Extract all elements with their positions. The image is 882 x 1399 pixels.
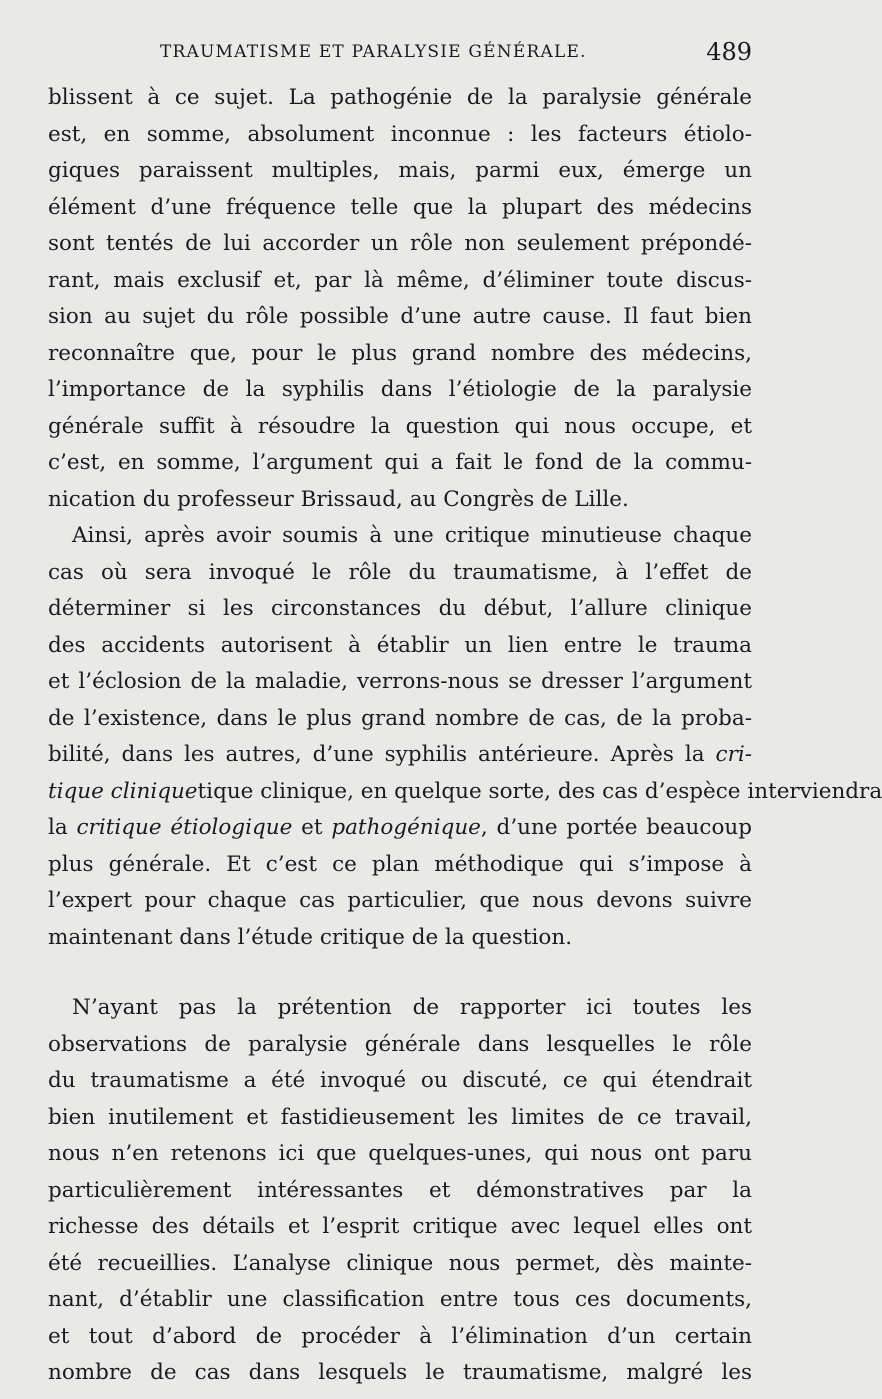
italic-fragment: pathogénique — [331, 815, 481, 840]
text-line: c’est, en somme, l’argument qui a fait le fond de la commu- — [48, 450, 752, 475]
body-text — [48, 80, 882, 1392]
text-line: l’importance de la syphilis dans l’étiologie de la paralysie — [48, 377, 752, 402]
text-line: maintenant dans l’étude critique de la question. — [48, 924, 573, 950]
paragraph-2 — [48, 518, 882, 956]
text-line: l’expert pour chaque cas particulier, que nous devons suivre — [48, 888, 752, 913]
text-fragment: bilité, dans les autres, d’une syphilis antérieure. Après la — [48, 742, 716, 767]
text-line: sont tentés de lui accorder un rôle non seulement prépondé- — [48, 231, 752, 256]
text-line: plus générale. Et c’est ce plan méthodique qui s’impose à — [48, 851, 752, 877]
text-line: sion au sujet du rôle possible d’une autre cause. Il faut bien — [48, 304, 752, 329]
text-line: Ainsi, après avoir soumis à une critique minutieuse chaque — [72, 523, 752, 548]
text-fragment: tique clinique, en quelque sorte, des cas d’espèce interviendra — [197, 778, 882, 804]
running-head — [48, 38, 752, 68]
text-fragment: et — [292, 815, 332, 840]
text-line: et tout d’abord de procéder à l’élimination d’un certain — [48, 1323, 752, 1349]
text-line: richesse des détails et l’esprit critique avec lequel elles ont — [48, 1214, 752, 1239]
text-line-mixed — [48, 774, 882, 811]
text-line: nant, d’établir une classification entre tous ces documents, — [48, 1287, 752, 1312]
text-line: N’ayant pas la prétention de rapporter ici toutes les — [72, 995, 752, 1020]
text-line: déterminer si les circonstances du début, l’allure clinique — [48, 596, 752, 621]
text-line: nombre de cas dans lesquels le traumatisme, malgré les — [48, 1360, 752, 1385]
text-line: est, en somme, absolument inconnue : les facteurs étiolo- — [48, 121, 752, 147]
text-line: bien inutilement et fastidieusement les limites de ce travail, — [48, 1104, 752, 1130]
paragraph-gap — [48, 956, 752, 990]
text-line: giques paraissent multiples, mais, parmi eux, émerge un — [48, 158, 752, 183]
text-line: observations de paralysie générale dans lesquelles le rôle — [48, 1031, 752, 1057]
text-line: été recueillies. L’analyse clinique nous permet, dès mainte- — [48, 1250, 752, 1276]
italic-fragment: cri- — [715, 742, 752, 767]
text-line: reconnaître que, pour le plus grand nombre des médecins, — [48, 340, 752, 366]
text-line: de l’existence, dans le plus grand nombre de cas, de la proba- — [48, 705, 752, 731]
text-line: cas où sera invoqué le rôle du traumatisme, à l’effet de — [48, 559, 752, 585]
running-title: TRAUMATISME ET PARALYSIE GÉNÉRALE. — [160, 42, 587, 62]
italic-fragment: tique clinique — [48, 778, 198, 804]
text-line: nous n’en retenons ici que quelques-unes, qui nous ont paru — [48, 1141, 752, 1166]
text-line: du traumatisme a été invoqué ou discuté, ce qui étendrait — [48, 1068, 752, 1093]
text-line: des accidents autorisent à établir un lien entre le trauma — [48, 632, 752, 658]
paragraph-3 — [48, 990, 752, 1392]
text-line: rant, mais exclusif et, par là même, d’éliminer toute discus- — [48, 267, 752, 293]
text-line: générale suffit à résoudre la question qui nous occupe, et — [48, 413, 752, 439]
text-line: particulièrement intéressantes et démonstratives par la — [48, 1177, 752, 1203]
text-line-mixed — [48, 737, 752, 774]
text-line: élément d’une fréquence telle que la plupart des médecins — [48, 194, 752, 220]
paragraph-1 — [48, 80, 752, 518]
text-line-mixed — [48, 810, 752, 847]
text-line: blissent à ce sujet. La pathogénie de la paralysie générale — [48, 85, 752, 110]
italic-fragment: critique étiologique — [76, 815, 293, 840]
text-line: et l’éclosion de la maladie, verrons-nous se dresser l’argument — [48, 669, 752, 694]
text-fragment: , d’une portée beaucoup — [480, 815, 753, 840]
text-fragment: la — [48, 815, 77, 840]
page-number: 489 — [706, 38, 752, 66]
text-line: nication du professeur Brissaud, au Congrès de Lille. — [48, 486, 629, 512]
